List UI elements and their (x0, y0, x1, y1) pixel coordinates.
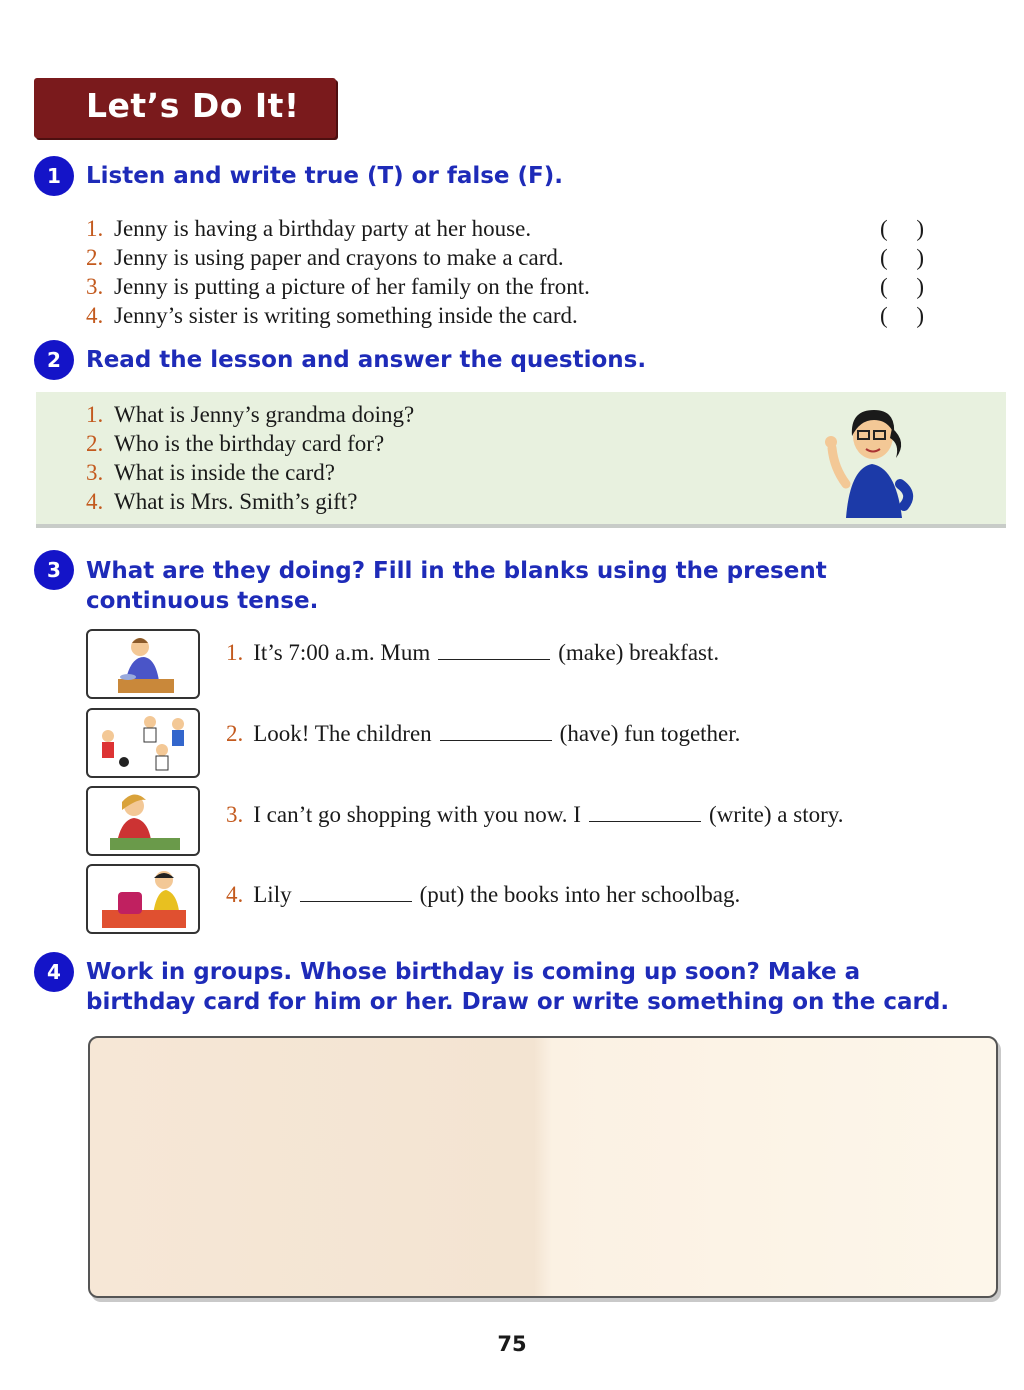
section-4-badge: 4 (34, 952, 74, 992)
section-4-title-line2: birthday card for him or her. Draw or write something on the card. (86, 989, 950, 1015)
picture-girl-writing (86, 786, 200, 856)
question-3: 3. What is inside the card? (86, 460, 335, 485)
tf-answer-2[interactable]: ( ) (880, 245, 925, 270)
question-4: 4. What is Mrs. Smith’s gift? (86, 489, 358, 514)
tf-answer-3[interactable]: ( ) (880, 274, 925, 299)
question-1: 1. What is Jenny’s grandma doing? (86, 402, 415, 427)
fill-blank-1[interactable] (438, 641, 550, 660)
fill-sentence-2: 2. Look! The children (have) fun together. (226, 721, 741, 746)
tf-item-4: 4. Jenny’s sister is writing something inside the card. (86, 303, 578, 328)
teacher-illustration (816, 398, 926, 520)
fill-blank-3[interactable] (589, 803, 701, 822)
fill-sentence-3: 3. I can’t go shopping with you now. I (write) a story. (226, 802, 844, 827)
section-2-badge: 2 (34, 340, 74, 380)
section-3-badge: 3 (34, 550, 74, 590)
tf-item-2: 2. Jenny is using paper and crayons to make a card. (86, 245, 564, 270)
question-2: 2. Who is the birthday card for? (86, 431, 385, 456)
section-3-title-line2: continuous tense. (86, 588, 319, 614)
tf-item-1: 1. Jenny is having a birthday party at her house. (86, 216, 532, 241)
picture-children-playing (86, 708, 200, 778)
section-3-title-line1: What are they doing? Fill in the blanks using the present (86, 558, 827, 584)
section-4-title-line1: Work in groups. Whose birthday is coming up soon? Make a (86, 959, 861, 985)
lets-do-it-banner (34, 78, 336, 138)
section-1-badge: 1 (34, 156, 74, 196)
birthday-card-drawing-area[interactable] (88, 1036, 998, 1298)
fill-sentence-1: 1. It’s 7:00 a.m. Mum (make) breakfast. (226, 640, 720, 665)
section-1-title: Listen and write true (T) or false (F). (86, 163, 564, 189)
page-number: 75 (497, 1332, 527, 1356)
picture-mum-cooking (86, 629, 200, 699)
banner-title: Let’s Do It! (86, 86, 300, 125)
section-2-title: Read the lesson and answer the questions. (86, 347, 647, 373)
fill-blank-4[interactable] (300, 883, 412, 902)
fill-blank-2[interactable] (440, 722, 552, 741)
tf-item-3: 3. Jenny is putting a picture of her family on the front. (86, 274, 590, 299)
fill-sentence-4: 4. Lily (put) the books into her schoolbag. (226, 882, 741, 907)
tf-answer-4[interactable]: ( ) (880, 303, 925, 328)
tf-answer-1[interactable]: ( ) (880, 216, 925, 241)
picture-lily-schoolbag (86, 864, 200, 934)
